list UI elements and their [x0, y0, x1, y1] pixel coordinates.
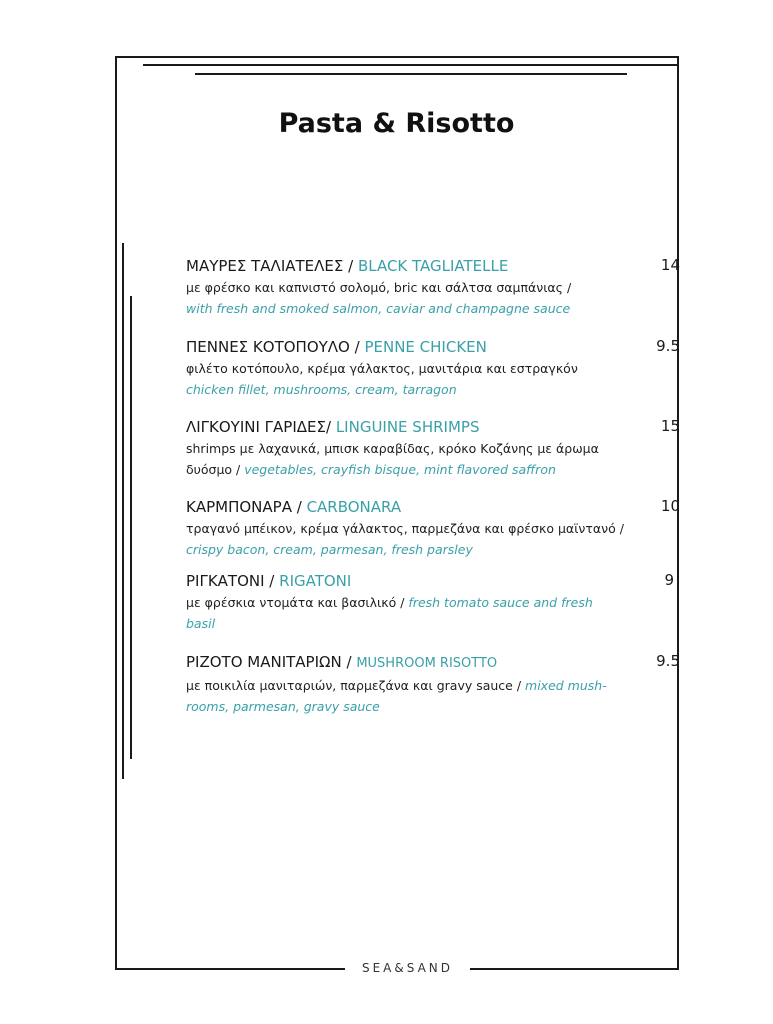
- item-name-english: MUSHROOM RISOTTO: [356, 656, 498, 671]
- item-name-english: LINGUINE SHRIMPS: [335, 418, 480, 436]
- menu-item-penne-chicken: [186, 337, 680, 400]
- item-name-english: CARBONARA: [306, 498, 402, 516]
- menu-item-price: 9: [664, 571, 674, 589]
- menu-item-name: [186, 337, 676, 357]
- desc-english: crispy bacon, cream, parmesan, fresh parsley: [186, 542, 473, 557]
- decorative-vertical-line-outer: [122, 243, 124, 779]
- menu-item-description: [186, 438, 676, 480]
- header-rule-long: [143, 64, 679, 66]
- frame-bottom-border-left: [115, 968, 345, 970]
- brand-logo-text: SEA&SAND: [361, 961, 454, 975]
- desc-greek: shrimps με λαχανικά, μπισκ καραβίδας, κρόκο Κοζάνης με άρωμα: [186, 441, 599, 456]
- desc-english: basil: [186, 616, 216, 631]
- menu-item-description: [186, 518, 676, 560]
- menu-item-name: [186, 417, 676, 437]
- menu-item-description: [186, 277, 676, 319]
- desc-english: mixed mush-: [525, 678, 607, 693]
- page-title: Pasta & Risotto: [278, 108, 515, 139]
- frame-left-border: [115, 56, 117, 969]
- desc-english: vegetables, crayfish bisque, mint flavored saffron: [244, 462, 556, 477]
- menu-item-mushroom-risotto: [186, 652, 680, 717]
- menu-item-description: [186, 592, 676, 634]
- menu-item-price: 14: [660, 256, 680, 274]
- desc-english: with fresh and smoked salmon, caviar and champagne sauce: [186, 301, 571, 316]
- menu-item-rigatoni: [186, 571, 676, 634]
- menu-item-name: [186, 256, 676, 276]
- menu-item-price: 15: [660, 417, 680, 435]
- menu-item-black-tagliatelle: [186, 256, 680, 319]
- desc-greek: δυόσμο /: [186, 462, 245, 477]
- item-name-english: PENNE CHICKEN: [364, 338, 487, 356]
- item-name-greek: ΡΙΓΚΑΤΟΝΙ /: [186, 572, 280, 590]
- item-name-greek: ΡΙΖΟΤΟ ΜΑΝΙΤΑΡΙΩΝ /: [186, 653, 357, 671]
- desc-greek: με φρέσκια ντομάτα και βασιλικό /: [186, 595, 409, 610]
- menu-item-linguine-shrimps: [186, 417, 680, 480]
- item-name-greek: ΜΑΥΡΕΣ ΤΑΛΙΑΤΕΛΕΣ /: [186, 257, 358, 275]
- menu-item-carbonara: [186, 497, 680, 560]
- desc-english: chicken fillet, mushrooms, cream, tarragon: [186, 382, 457, 397]
- menu-item-price: 10: [660, 497, 680, 515]
- decorative-vertical-line-inner: [130, 296, 132, 759]
- menu-item-name: [186, 497, 676, 517]
- header-rule-short: [195, 73, 627, 75]
- item-name-greek: ΠΕΝΝΕΣ ΚΟΤΟΠΟΥΛΟ /: [186, 338, 365, 356]
- item-name-english: RIGATONI: [279, 572, 352, 590]
- desc-english: fresh tomato sauce and fresh: [408, 595, 593, 610]
- desc-english: rooms, parmesan, gravy sauce: [186, 699, 380, 714]
- desc-greek: τραγανό μπέικον, κρέμα γάλακτος, παρμεζάνα και φρέσκο μαϊντανό /: [186, 521, 624, 536]
- item-name-greek: ΚΑΡΜΠΟΝΑΡΑ /: [186, 498, 307, 516]
- desc-greek: με ποικιλία μανιταριών, παρμεζάνα και gravy sauce /: [186, 678, 526, 693]
- frame-top-border: [115, 56, 678, 58]
- desc-greek: με φρέσκο και καπνιστό σολομό, bric και σάλτσα σαμπάνιας /: [186, 280, 572, 295]
- frame-bottom-border-right: [470, 968, 679, 970]
- item-name-english: BLACK TAGLIATELLE: [357, 257, 509, 275]
- menu-item-price: 9.5: [656, 652, 680, 670]
- menu-item-description: [186, 358, 676, 400]
- item-name-greek: ΛΙΓΚΟΥΙΝΙ ΓΑΡΙΔΕΣ/: [186, 418, 336, 436]
- menu-item-name: [186, 571, 676, 591]
- menu-item-description: [186, 675, 676, 717]
- desc-greek: φιλέτο κοτόπουλο, κρέμα γάλακτος, μανιτάρια και εστραγκόν: [186, 361, 578, 376]
- menu-item-price: 9.5: [656, 337, 680, 355]
- menu-item-name: [186, 652, 676, 674]
